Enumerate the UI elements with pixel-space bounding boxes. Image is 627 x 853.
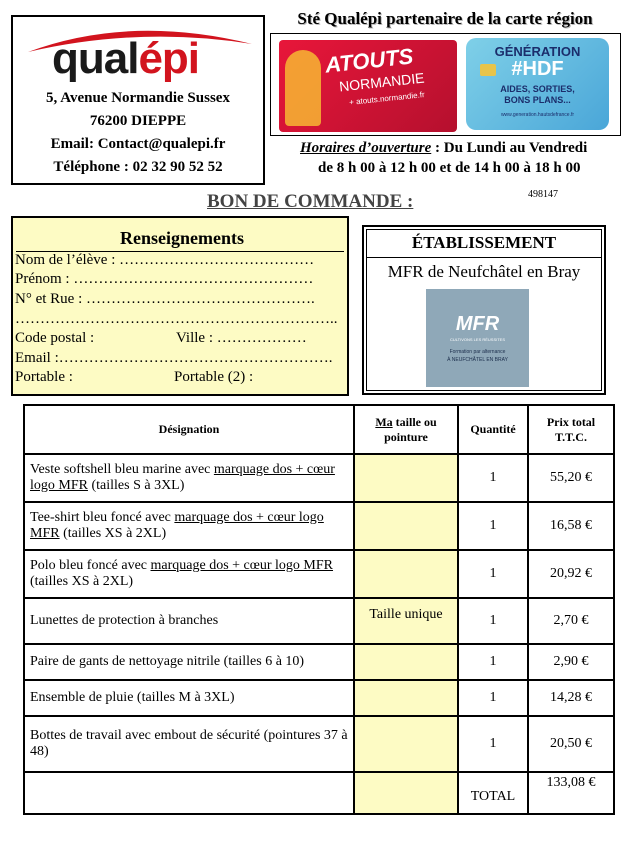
item-designation (24, 716, 354, 772)
atouts-url: + atouts.normandie.fr (348, 90, 426, 107)
mfr-logo-text: MFR (455, 313, 500, 335)
order-title: BON DE COMMANDE : (207, 191, 414, 212)
header-quantity: Quantité (458, 405, 528, 454)
table-row (24, 644, 614, 680)
item-size-field[interactable] (354, 550, 458, 598)
mfr-logo-sub2: Formation par alternance (449, 349, 506, 355)
item-text: Tee-shirt bleu foncé avec (30, 510, 175, 525)
header-size-rest: taille ou pointure (384, 414, 437, 444)
street-field-2[interactable]: ……………………………………………………….. (15, 311, 338, 327)
item-price: 14,28 € (528, 680, 614, 716)
item-designation (24, 598, 354, 644)
mfr-logo-sub: CULTIVONS LES RÉUSSITES (449, 337, 506, 342)
student-firstname-field[interactable]: Prénom : ………………………………………… (15, 271, 314, 287)
item-text: Polo bleu foncé avec (30, 558, 151, 573)
opening-hours-label: Horaires d’ouverture (300, 140, 432, 156)
hdf-line4: BONS PLANS... (504, 95, 571, 105)
item-quantity: 1 (458, 680, 528, 716)
item-size-field[interactable] (354, 716, 458, 772)
item-designation (24, 502, 354, 550)
establishment-title: ÉTABLISSEMENT (411, 233, 557, 252)
hdf-url: www.generation.hautsdefrance.fr (500, 112, 575, 118)
item-text-underlined: marquage dos + cœur logo MFR (30, 510, 324, 541)
item-text-suffix: (tailles XS à 2XL) (59, 526, 167, 541)
item-price: 20,50 € (528, 716, 614, 772)
mobile2-field[interactable]: Portable (2) : (174, 369, 254, 385)
opening-hours-days (300, 140, 587, 157)
item-quantity: 1 (458, 644, 528, 680)
hdf-line1: GÉNÉRATION (494, 44, 581, 59)
partner-title: Sté Qualépi partenaire de la carte région (297, 9, 593, 28)
chip-icon (480, 64, 496, 76)
table-row (24, 598, 614, 644)
mobile-field[interactable]: Portable : (15, 369, 73, 385)
order-table (23, 404, 615, 815)
table-header-row (24, 405, 614, 454)
item-text-underlined: marquage dos + cœur logo MFR (150, 558, 334, 573)
item-text: Bottes de travail avec embout de sécurité (pointures 37 à 48) (30, 728, 348, 759)
student-name-field[interactable]: Nom de l’élève : ………………………………… (15, 252, 315, 268)
item-price: 16,58 € (528, 502, 614, 550)
item-size-field[interactable] (354, 644, 458, 680)
item-price: 55,20 € (528, 454, 614, 502)
item-text: Veste softshell bleu marine avec (30, 462, 214, 477)
street-field[interactable]: N° et Rue : ………………………………………. (15, 291, 315, 307)
item-quantity: 1 (458, 550, 528, 598)
item-quantity: 1 (458, 598, 528, 644)
total-row (24, 772, 614, 814)
header-price: Prix total T.T.C. (528, 405, 614, 454)
atouts-line2: NORMANDIE (338, 69, 426, 95)
establishment-name: MFR de Neufchâtel en Bray (387, 262, 581, 281)
company-phone: Téléphone : 02 32 90 52 52 (53, 159, 223, 175)
table-row (24, 454, 614, 502)
header-size (354, 405, 458, 454)
item-quantity: 1 (458, 716, 528, 772)
item-text-suffix: (tailles XS à 2XL) (30, 574, 134, 589)
item-text: Lunettes de protection à branches (30, 613, 219, 628)
atouts-person-icon (285, 50, 321, 126)
company-address-line2: 76200 DIEPPE (89, 113, 187, 129)
postal-code-field[interactable]: Code postal : (15, 330, 95, 346)
mfr-logo (426, 289, 529, 387)
item-quantity: 1 (458, 502, 528, 550)
item-price: 2,90 € (528, 644, 614, 680)
logo-text-right: épi (138, 34, 200, 83)
total-empty-cell (24, 772, 354, 814)
order-reference: 498147 (528, 189, 558, 200)
hdf-line3: AIDES, SORTIES, (500, 84, 575, 94)
establishment-divider (366, 257, 602, 258)
city-field[interactable]: Ville : ……………… (176, 330, 307, 346)
table-row (24, 550, 614, 598)
item-text: Paire de gants de nettoyage nitrile (tailles 6 à 10) (30, 654, 305, 669)
item-designation (24, 680, 354, 716)
info-title: Renseignements (120, 228, 244, 248)
email-field[interactable]: Email :………………………………………………. (15, 350, 333, 366)
item-text-suffix: (tailles S à 3XL) (87, 478, 185, 493)
item-size-field[interactable] (354, 454, 458, 502)
table-row (24, 680, 614, 716)
company-email[interactable]: Email: Contact@qualepi.fr (50, 136, 226, 152)
item-designation (24, 550, 354, 598)
item-text-underlined: marquage dos + cœur logo MFR (30, 462, 335, 493)
table-row (24, 716, 614, 772)
item-size-field[interactable] (354, 680, 458, 716)
total-value: 133,08 € (528, 772, 614, 814)
student-info-box (11, 216, 349, 396)
header-size-ma: Ma (375, 414, 393, 429)
hdf-line2: #HDF (511, 58, 564, 80)
item-designation (24, 644, 354, 680)
header-designation: Désignation (24, 405, 354, 454)
opening-hours-days-text: : Du Lundi au Vendredi (431, 140, 588, 156)
item-size-field[interactable] (354, 502, 458, 550)
company-address-line1: 5, Avenue Normandie Sussex (46, 90, 230, 106)
item-price: 2,70 € (528, 598, 614, 644)
item-designation (24, 454, 354, 502)
table-row (24, 502, 614, 550)
item-text: Ensemble de pluie (tailles M à 3XL) (30, 690, 235, 705)
logo-text-left: qual (52, 34, 139, 83)
opening-hours-times: de 8 h 00 à 12 h 00 et de 14 h 00 à 18 h 00 (318, 160, 581, 176)
qualepi-logo (20, 22, 260, 90)
item-quantity: 1 (458, 454, 528, 502)
item-price: 20,92 € (528, 550, 614, 598)
atouts-line1: ATOUTS (323, 43, 415, 78)
atouts-normandie-card (279, 40, 457, 132)
mfr-logo-sub3: À NEUFCHÂTEL EN BRAY (447, 357, 508, 363)
total-label: TOTAL (458, 772, 528, 814)
generation-hdf-card (466, 38, 609, 130)
item-size-field[interactable]: Taille unique (354, 598, 458, 644)
total-size-cell (354, 772, 458, 814)
